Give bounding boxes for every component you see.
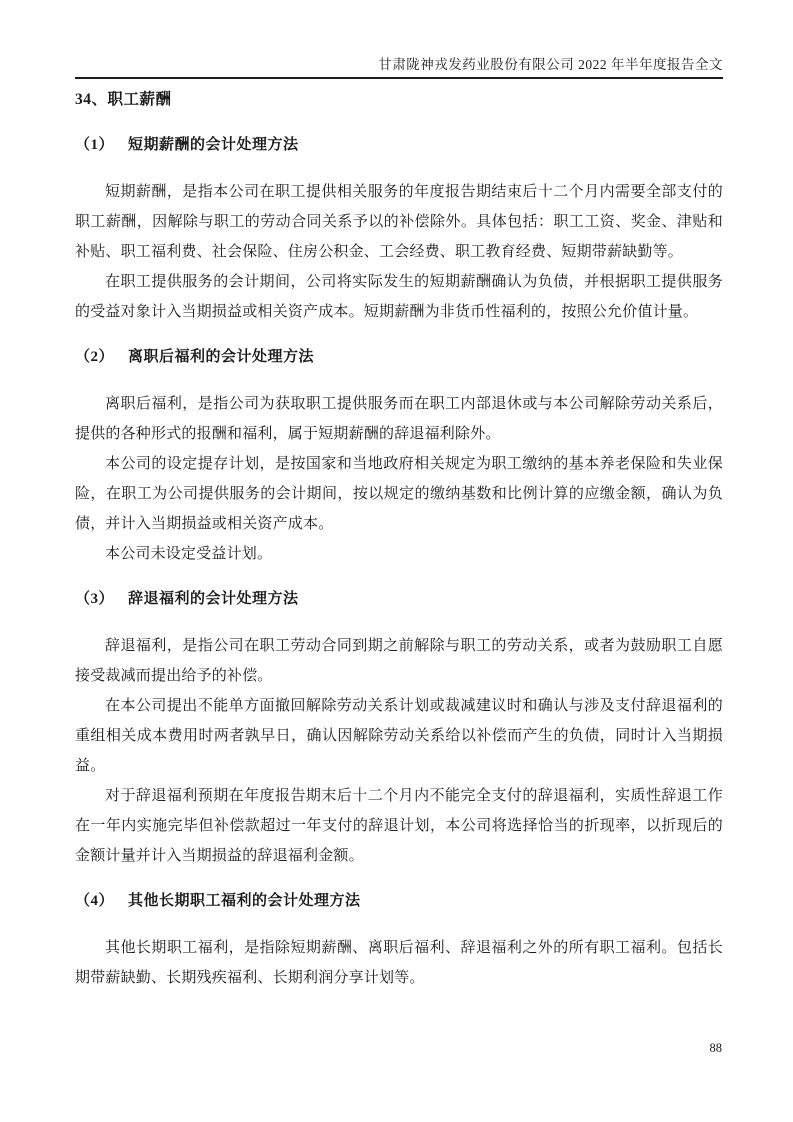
section-other-long-term-benefits [75,886,723,993]
page-title: 34、职工薪酬 [75,91,172,108]
section-post-employment-benefits [75,342,723,569]
heading-text: 短期薪酬的会计处理方法 [128,137,299,153]
heading-text: 其他长期职工福利的会计处理方法 [128,893,361,909]
section-heading [75,342,723,372]
paragraph: 短期薪酬，是指本公司在职工提供相关服务的年度报告期结束后十二个月内需要全部支付的职工薪酬，因解除与职工的劳动合同关系予以的补偿除外。具体包括：职工工资、奖金、津贴和补贴、职工福利费、社会保险、住房公积金、工会经费、职工教育经费、短期带薪缺勤等。 [75,184,723,260]
section-termination-benefits [75,584,723,871]
section-short-term-compensation [75,130,723,327]
section-heading [75,584,723,614]
heading-text: 离职后福利的会计处理方法 [128,349,315,365]
section-heading [75,130,723,160]
page-content [75,85,723,993]
section-heading [75,886,723,916]
heading-number: （3） [75,591,115,607]
paragraph: 在本公司提出不能单方面撤回解除劳动关系计划或裁减建议时和确认与涉及支付辞退福利的重组相关成本费用时两者孰早日，确认因解除劳动关系给以补偿而产生的负债，同时计入当期损益。 [75,698,723,774]
paragraph: 其他长期职工福利，是指除短期薪酬、离职后福利、辞退福利之外的所有职工福利。包括长期带薪缺勤、长期残疾福利、长期利润分享计划等。 [75,940,723,986]
page-header [75,0,723,79]
page-header-title: 甘肃陇神戎发药业股份有限公司 2022 年半年度报告全文 [378,57,723,72]
paragraph: 离职后福利，是指公司为获取职工提供服务而在职工内部退休或与本公司解除劳动关系后，提供的各种形式的报酬和福利，属于短期薪酬的辞退福利除外。 [75,396,723,442]
heading-number: （1） [75,137,115,153]
page-number: 88 [709,1041,722,1055]
heading-number: （4） [75,893,115,909]
paragraph: 对于辞退福利预期在年度报告期末后十二个月内不能完全支付的辞退福利，实质性辞退工作在一年内实施完毕但补偿款超过一年支付的辞退计划，本公司将选择恰当的折现率，以折现后的金额计量并计入当期损益的辞退福利金额。 [75,788,723,864]
heading-number: （2） [75,349,115,365]
paragraph: 在职工提供服务的会计期间，公司将实际发生的短期薪酬确认为负债，并根据职工提供服务的受益对象计入当期损益或相关资产成本。短期薪酬为非货币性福利的，按照公允价值计量。 [75,274,723,320]
paragraph: 本公司的设定提存计划，是按国家和当地政府相关规定为职工缴纳的基本养老保险和失业保险，在职工为公司提供服务的会计期间，按以规定的缴纳基数和比例计算的应缴金额，确认为负债，并计入当期损益或相关资产成本。 [75,456,723,532]
paragraph: 本公司未设定受益计划。 [105,546,273,562]
heading-text: 辞退福利的会计处理方法 [128,591,299,607]
paragraph: 辞退福利，是指公司在职工劳动合同到期之前解除与职工的劳动关系，或者为鼓励职工自愿接受裁减而提出给予的补偿。 [75,638,723,684]
